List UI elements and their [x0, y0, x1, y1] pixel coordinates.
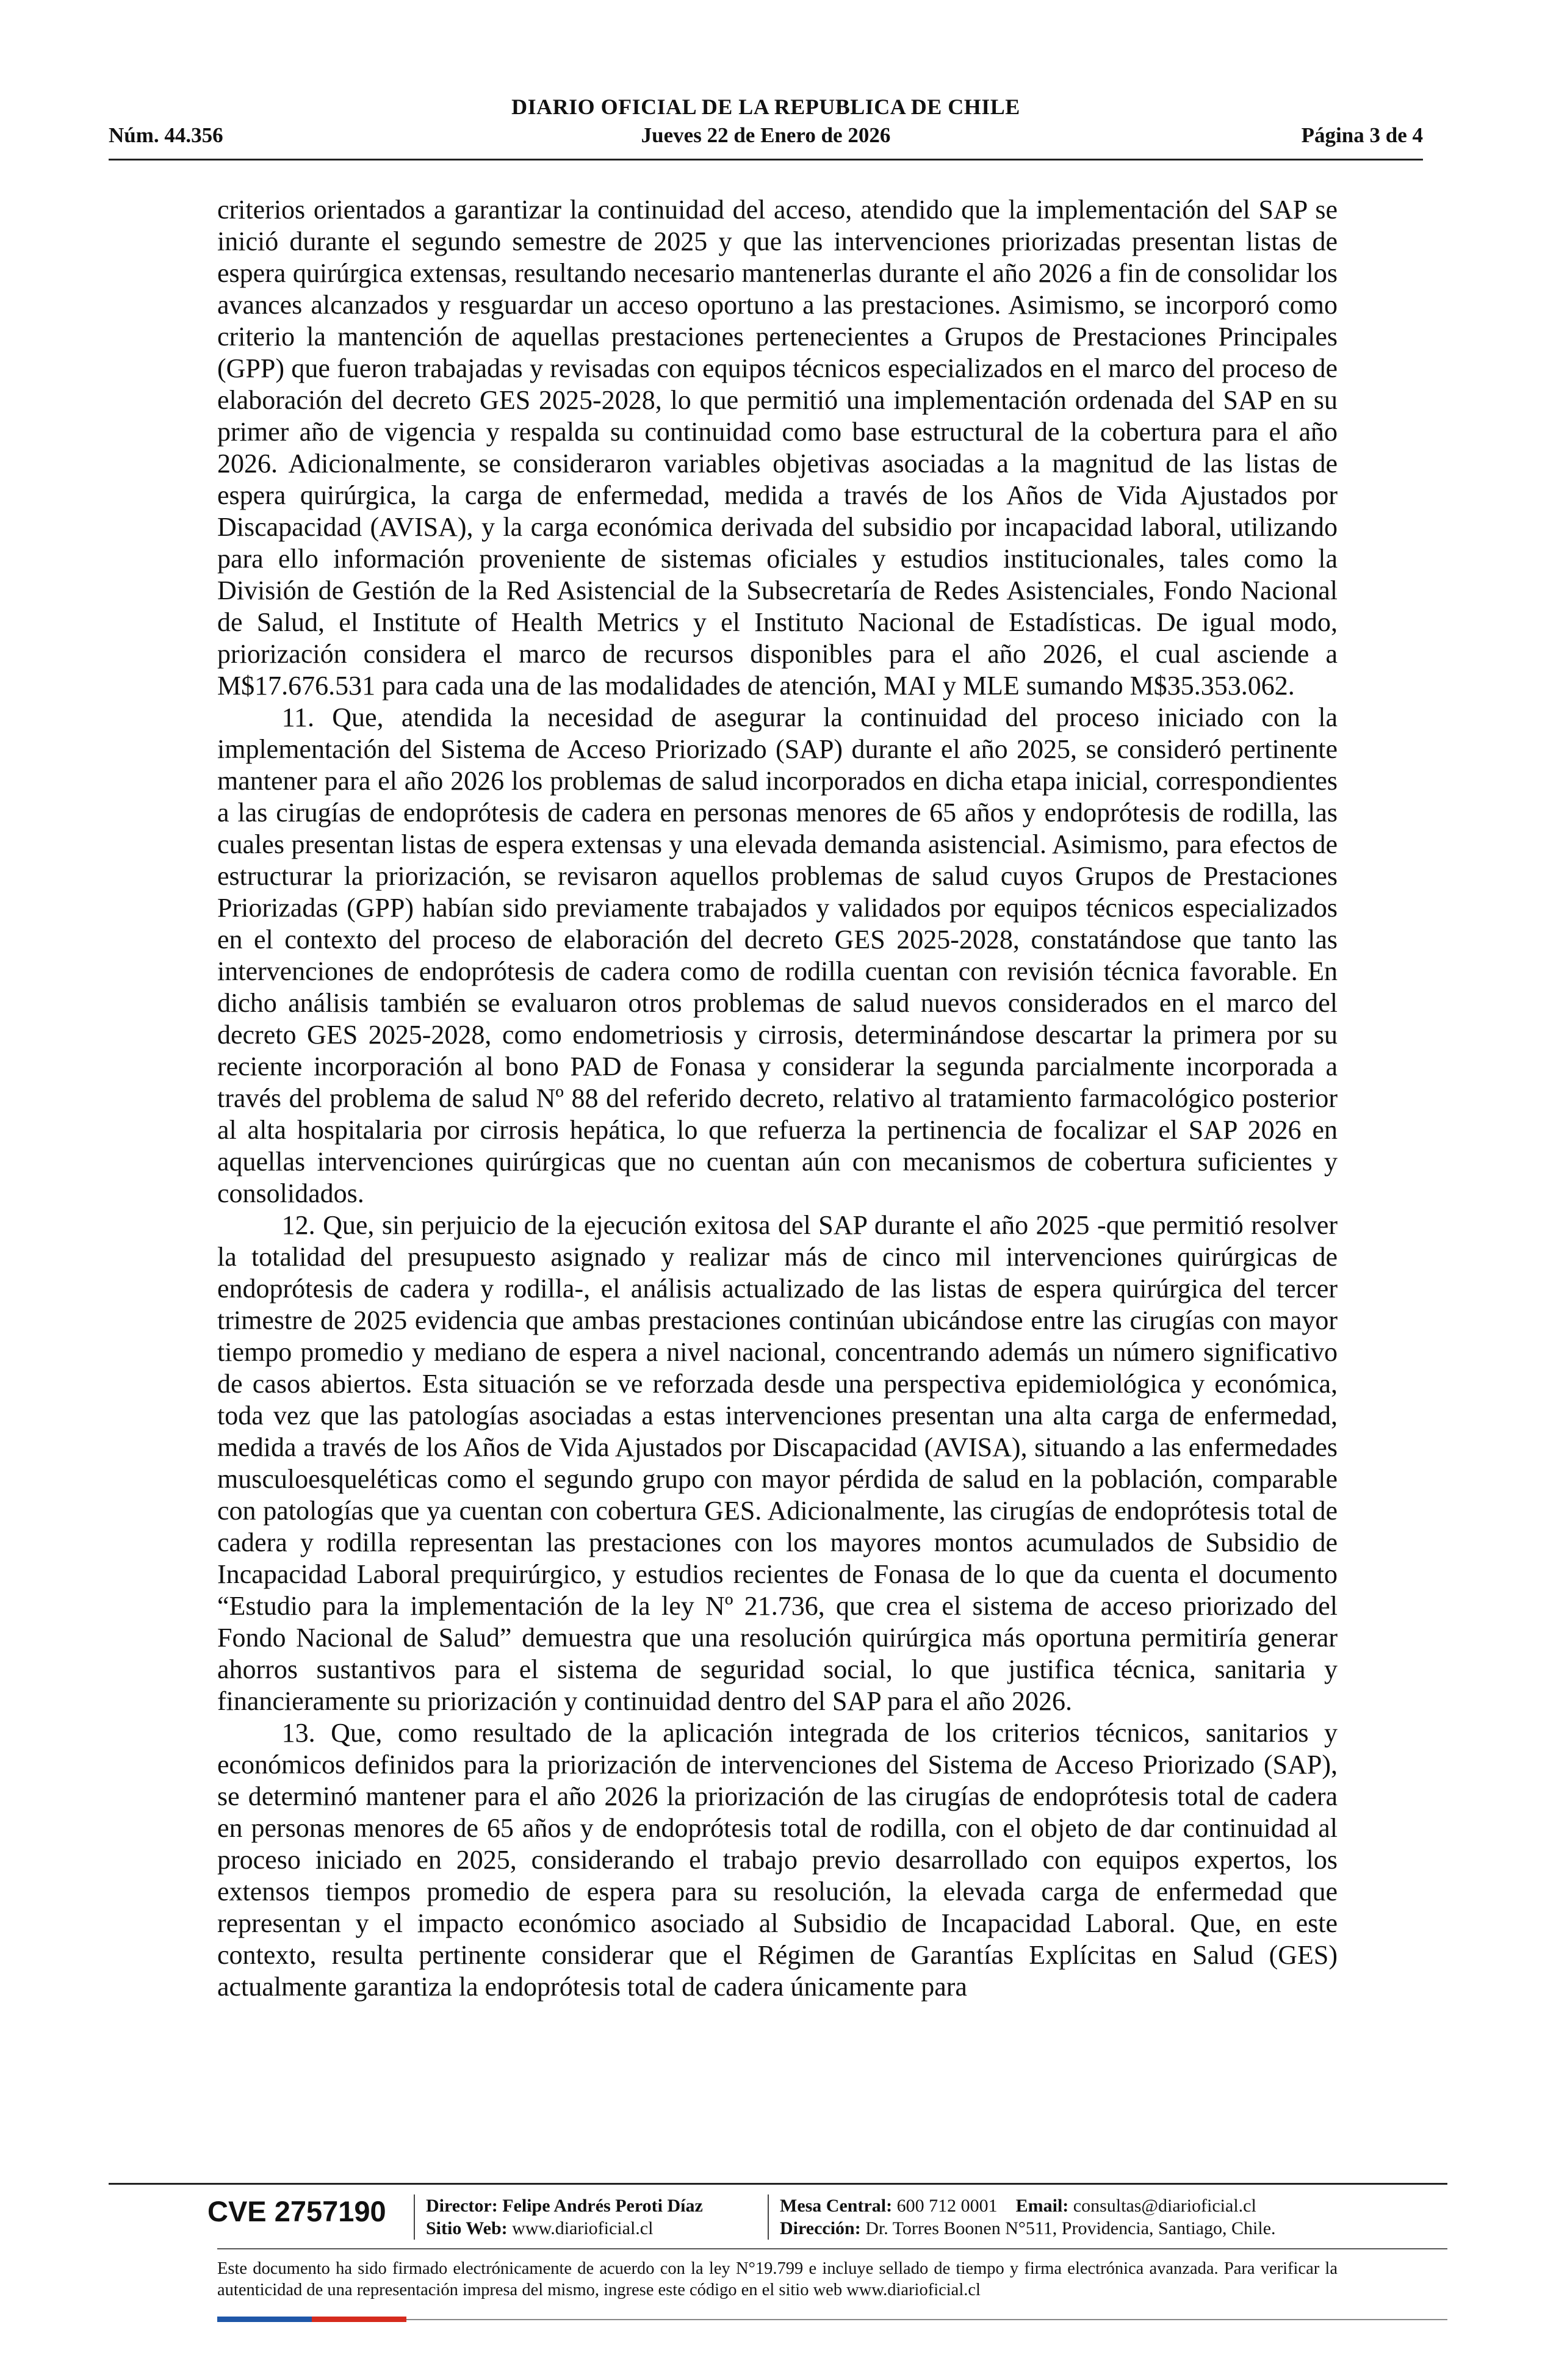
director-block [426, 2194, 703, 2240]
email-label: Email: [1015, 2196, 1069, 2216]
address-value: Dr. Torres Boonen N°511, Providencia, Santiago, Chile. [865, 2218, 1276, 2238]
contact-block [780, 2194, 1276, 2240]
paragraph-12: 12. Que, sin perjuicio de la ejecución exitosa del SAP durante el año 2025 -que permitió resolver la totalidad del presupuesto asignado y realizar más de cinco mil intervenciones quirúrgicas de endoprótesis de cadera y rodilla-, el análisis actualizado de las listas de espera quirúrgica del tercer trimestre de 2025 evidencia que ambas prestaciones continúan ubicándose entre las cirugías con mayor tiempo promedio y mediano de espera a nivel nacional, concentrando además un número significativo de casos abiertos. Esta situación se ve reforzada desde una perspectiva epidemiológica y económica, toda vez que las patologías asociadas a estas intervenciones presentan una alta carga de enfermedad, medida a través de los Años de Vida Ajustados por Discapacidad (AVISA), situando a las enfermedades musculoesqueléticas como el segundo grupo con mayor pérdida de salud en la población, comparable con patologías que ya cuentan con cobertura GES. Adicionalmente, las cirugías de endoprótesis total de cadera y rodilla representan las prestaciones con los mayores montos acumulados de Subsidio de Incapacidad Laboral prequirúrgico, y estudios recientes de Fonasa de lo que da cuenta el documento “Estudio para la implementación de la ley Nº 21.736, que crea el sistema de acceso priorizado del Fondo Nacional de Salud” demuestra que una resolución quirúrgica más oportuna permitiría generar ahorros sustantivos para el sistema de seguridad social, lo que justifica técnica, sanitaria y financieramente su priorización y continuidad dentro del SAP para el año 2026. [217, 1210, 1338, 1716]
masthead [109, 92, 1423, 160]
footer-divider [109, 2183, 1447, 2185]
paragraph-10-continuation: criterios orientados a garantizar la continuidad del acceso, atendido que la implementación del SAP se inició durante el segundo semestre de 2025 y que las intervenciones priorizadas presentan listas de espera quirúrgica extensas, resultando necesario mantenerlas durante el año 2026 a fin de consolidar los avances alcanzados y resguardar un acceso oportuno a las prestaciones. Asimismo, se incorporó como criterio la mantención de aquellas prestaciones pertenecientes a Grupos de Prestaciones Principales (GPP) que fueron trabajadas y revisadas con equipos técnicos especializados en el marco del proceso de elaboración del decreto GES 2025-2028, lo que permitió una implementación ordenada del SAP en su primer año de vigencia y respalda su continuidad como base estructural de la cobertura para el año 2026. Adicionalmente, se consideraron variables objetivas asociadas a la magnitud de las listas de espera quirúrgica, la carga de enfermedad, medida a través de los Años de Vida Ajustados por Discapacidad (AVISA), y la carga económica derivada del subsidio por incapacidad laboral, utilizando para ello información proveniente de sistemas oficiales y estudios institucionales, tales como la División de Gestión de la Red Asistencial de la Subsecretaría de Redes Asistenciales, Fondo Nacional de Salud, el Institute of Health Metrics y el Instituto Nacional de Estadísticas. De igual modo, priorización considera el marco de recursos disponibles para el año 2026, el cual asciende a M$17.676.531 para cada una de las modalidades de atención, MAI y MLE sumando M$35.353.062. [217, 195, 1338, 701]
paragraph-11: 11. Que, atendida la necesidad de asegurar la continuidad del proceso iniciado con la implementación del Sistema de Acceso Priorizado (SAP) durante el año 2025, se consideró pertinente mantener para el año 2026 los problemas de salud incorporados en dicha etapa inicial, correspondientes a las cirugías de endoprótesis de cadera en personas menores de 65 años y endoprótesis de rodilla, las cuales presentan listas de espera extensas y una elevada demanda asistencial. Asimismo, para efectos de estructurar la priorización, se revisaron aquellos problemas de salud cuyos Grupos de Prestaciones Priorizadas (GPP) habían sido previamente trabajados y validados por equipos técnicos especializados en el contexto del proceso de elaboración del decreto GES 2025-2028, constatándose que tanto las intervenciones de endoprótesis de cadera como de rodilla cuentan con revisión técnica favorable. En dicho análisis también se evaluaron otros problemas de salud nuevos considerados en el marco del decreto GES 2025-2028, como endometriosis y cirrosis, determinándose descartar la primera por su reciente incorporación al bono PAD de Fonasa y considerar la segunda parcialmente incorporada a través del problema de salud Nº 88 del referido decreto, relativo al tratamiento farmacológico posterior al alta hospitalaria por cirrosis hepática, lo que refuerza la pertinencia de focalizar el SAP 2026 en aquellas intervenciones quirúrgicas que no cuentan aún con mecanismos de cobertura suficientes y consolidados. [217, 702, 1338, 1208]
issue-number: Núm. 44.356 [109, 123, 223, 147]
mesa-label: Mesa Central: [780, 2196, 893, 2216]
paragraph-13: 13. Que, como resultado de la aplicación integrada de los criterios técnicos, sanitarios y económicos definidos para la priorización de intervenciones del Sistema de Acceso Priorizado (SAP), se determinó mantener para el año 2026 la priorización de las cirugías de endoprótesis total de cadera en personas menores de 65 años y de endoprótesis total de rodilla, con el objeto de dar continuidad al proceso iniciado en 2025, considerando el trabajo previo desarrollado con equipos expertos, los extensos tiempos promedio de espera para su resolución, la elevada carga de enfermedad que representan y el impacto económico asociado al Subsidio de Incapacidad Laboral. Que, en este contexto, resulta pertinente considerar que el Régimen de Garantías Explícitas en Salud (GES) actualmente garantiza la endoprótesis total de cadera únicamente para [217, 1718, 1338, 2002]
signature-disclaimer: Este documento ha sido firmado electrónicamente de acuerdo con la ley N°19.799 e incluye sellado de tiempo y firma electrónica avanzada. Para verificar la autenticidad de una representación impresa del mismo, ingrese este código en el sitio web www.diarioficial.cl [217, 2259, 1338, 2299]
email-link[interactable]: consultas@diarioficial.cl [1073, 2196, 1256, 2216]
mesa-phone: 600 712 0001 [896, 2196, 998, 2216]
document-body [217, 194, 1338, 2003]
site-link[interactable]: www.diarioficial.cl [512, 2218, 654, 2238]
issue-date: Jueves 22 de Enero de 2026 [641, 123, 891, 147]
flag-blue-segment [217, 2317, 312, 2322]
director-label: Director: [426, 2196, 498, 2216]
director-name: Felipe Andrés Peroti Díaz [502, 2196, 703, 2216]
cve-code: CVE 2757190 [207, 2195, 386, 2227]
address-label: Dirección: [780, 2218, 861, 2238]
footer-separator [414, 2194, 415, 2240]
newspaper-title: DIARIO OFICIAL DE LA REPUBLICA DE CHILE [511, 95, 1020, 119]
footer-separator [768, 2194, 769, 2240]
page-indicator: Página 3 de 4 [1301, 123, 1423, 147]
footer-divider [217, 2248, 1447, 2249]
site-label: Sitio Web: [426, 2218, 508, 2238]
footer-bottom-line [406, 2319, 1447, 2320]
flag-red-segment [312, 2317, 406, 2322]
